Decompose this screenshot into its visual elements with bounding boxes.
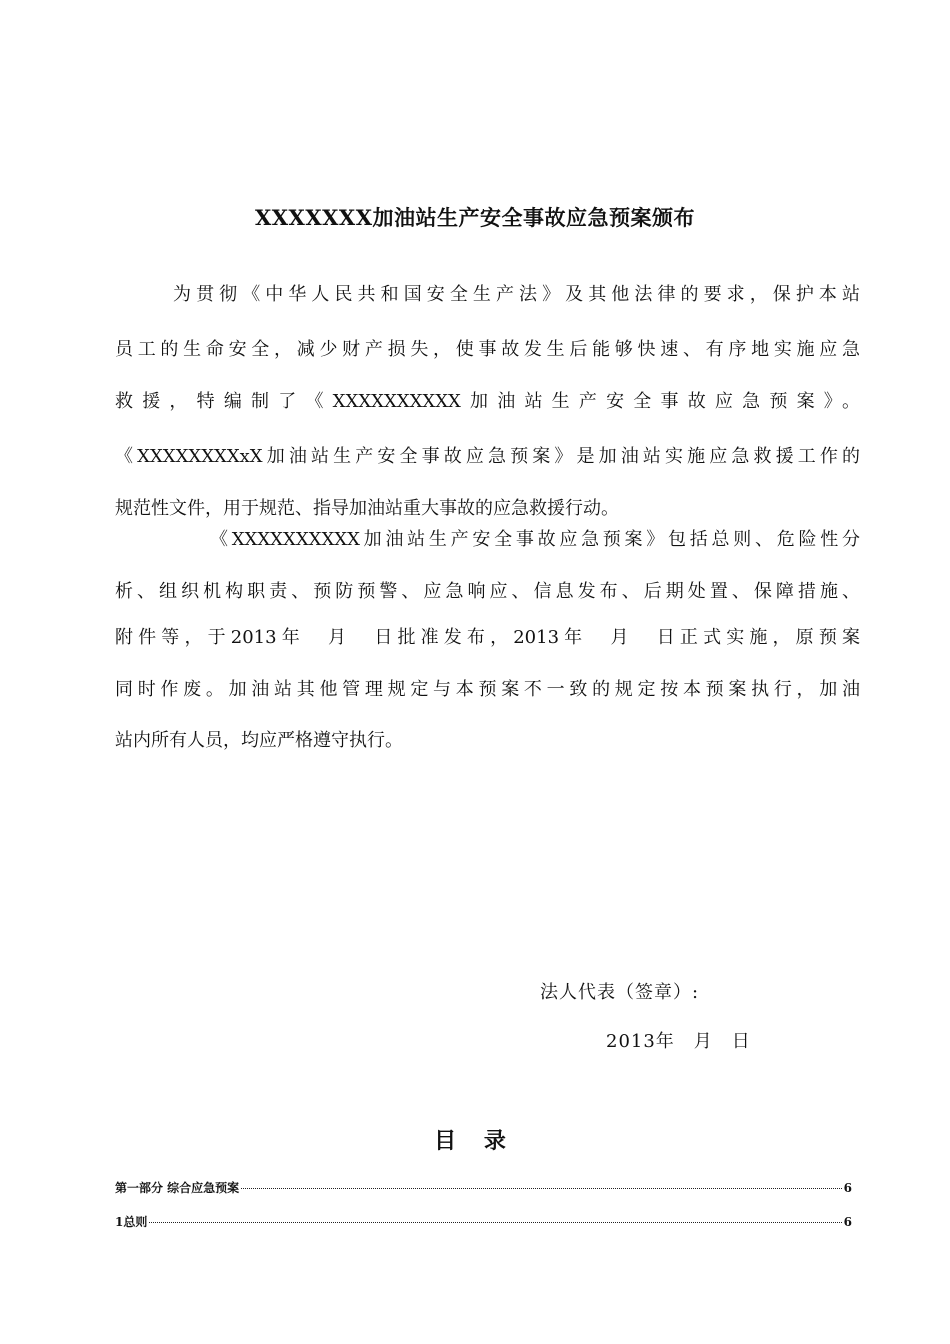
- toc-entry-page: 6: [843, 1215, 852, 1229]
- signer-label: 法人代表（签章）:: [540, 982, 700, 1003]
- paragraph-line: 同时作废。加油站其他管理规定与本预案不一致的规定按本预案执行，加油: [115, 679, 860, 700]
- paragraph-line: 为贯彻《中华人民共和国安全生产法》及其他法律的要求，保护本站: [173, 284, 860, 305]
- toc-entry-label: 1总则: [115, 1215, 148, 1229]
- paragraph-scope: [115, 528, 860, 753]
- toc-entry-page: 6: [843, 1181, 852, 1195]
- toc-entry[interactable]: [115, 1179, 852, 1196]
- paragraph-line: 《XXXXXXXXxX加油站生产安全事故应急预案》是加油站实施应急救援工作的: [115, 446, 860, 467]
- paragraph-line: 析、组织机构职责、预防预警、应急响应、信息发布、后期处置、保障措施、: [115, 581, 860, 602]
- paragraph-line: 规范性文件，用于规范、指导加油站重大事故的应急救援行动。: [115, 498, 619, 519]
- paragraph-line: 《XXXXXXXXXX加油站生产安全事故应急预案》包括总则、危险性分: [210, 529, 860, 550]
- toc-dot-leader: [241, 1188, 841, 1189]
- paragraph-line: 员工的生命安全，减少财产损失，使事故发生后能够快速、有序地实施应急: [115, 339, 860, 360]
- paragraph-line: 救援，特编制了《XXXXXXXXXX加油站生产安全事故应急预案》。: [115, 391, 860, 412]
- sign-date: 2013年 月 日: [606, 1031, 751, 1052]
- toc-dot-leader: [149, 1222, 841, 1223]
- toc-title: 目 录: [434, 1128, 516, 1154]
- paragraph-line: 附件等，于2013年 月 日批准发布，2013年 月 日正式实施，原预案: [115, 627, 860, 648]
- toc-entry[interactable]: [115, 1213, 852, 1230]
- paragraph-line: 站内所有人员，均应严格遵守执行。: [115, 730, 403, 751]
- toc-entry-label: 第一部分 综合应急预案: [115, 1181, 240, 1195]
- document-title: XXXXXXX加油站生产安全事故应急预案颁布: [254, 205, 696, 230]
- paragraph-purpose: [115, 283, 860, 521]
